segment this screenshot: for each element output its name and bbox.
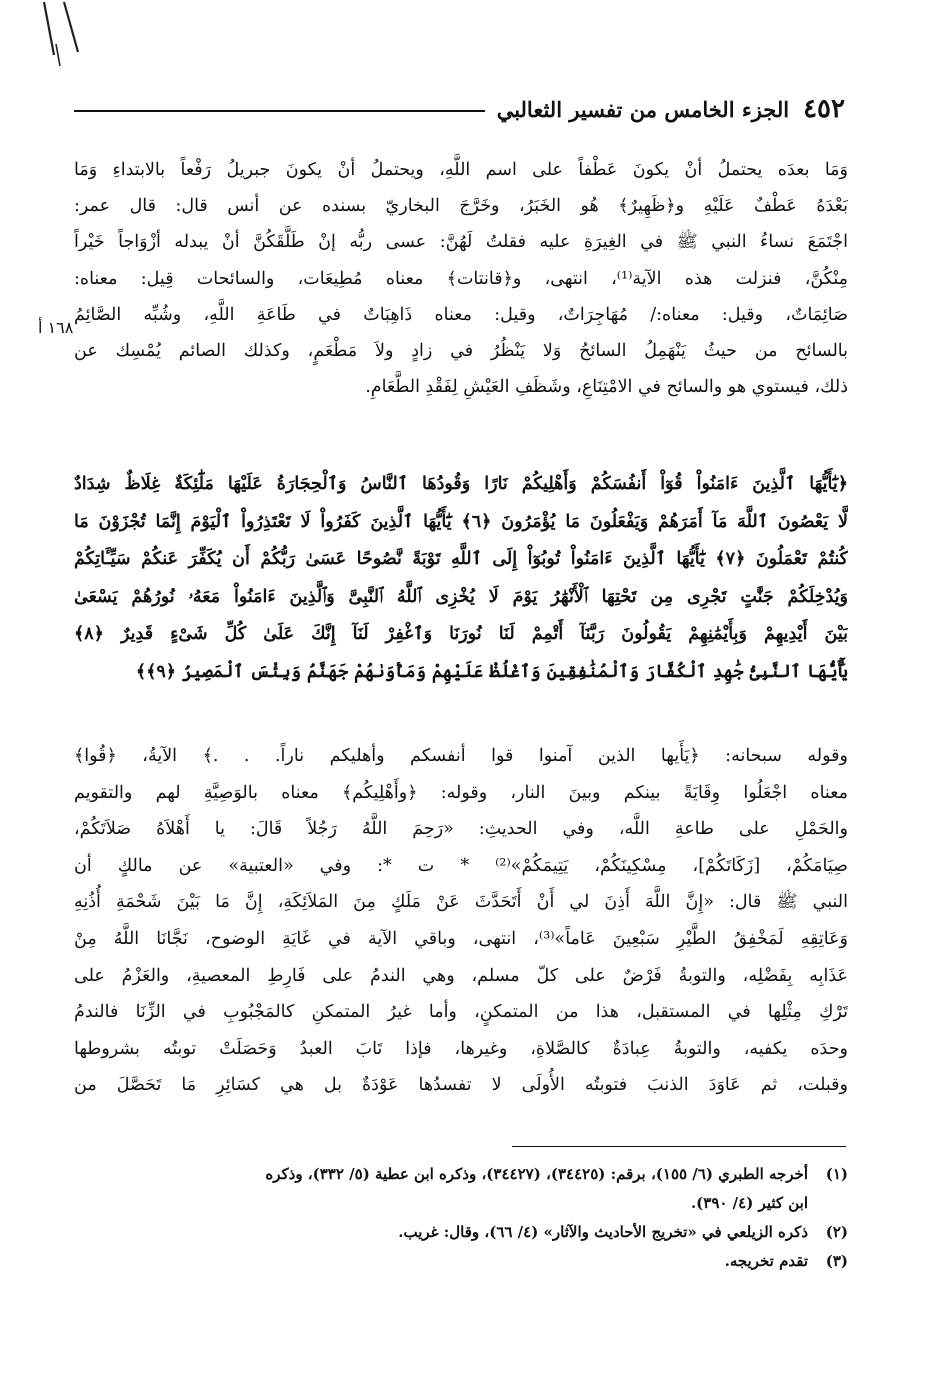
header-rule bbox=[74, 110, 485, 112]
quran-verses-block bbox=[74, 466, 848, 691]
text-line: وقبلت، ثم عَاوَدَ الذنبَ فتوبتُه الأُولَى لا تفسدُها عَوْدَةٌ بل هي كسَائِرِ مَا تَحَصَّلَ من bbox=[74, 1075, 848, 1096]
verse-line: بَيْنَ أَيْدِيهِمْ وَبِأَيْمَٰنِهِمْ يَقُولُونَ رَبَّنَآ أَتْمِمْ لَنَا نُورَنَا وَٱغْفِرْ لَنَآ إِنَّكَ عَلَىٰ كُلِّ شَىْءٍ قَدِيرٌ ﴿٨﴾ bbox=[74, 624, 848, 644]
text-line: وَمَا بعدَه يحتملُ أنْ يكونَ عَطْفاً على اسم اللَّهِ، ويحتملُ أنْ يكونَ جبريلُ رَفْعاً بالابتداءِ وَمَا bbox=[74, 160, 848, 180]
footnote-line: ذكره الزيلعي في «تخريج الأحاديث والآثار» (٤/ ٦٦)، وقال: غريب. bbox=[398, 1223, 808, 1241]
text-line: وَعَاتِقِهِ لَمَخْفِقُ الطَّيْرِ سَبْعِينَ عَاماً»⁽³⁾، انتهى، وباقي الآية في غَايَةِ الوضوح، نَجَّانَا اللَّهُ مِنْ bbox=[74, 928, 848, 949]
footnote-number: (٢) bbox=[825, 1223, 848, 1241]
footnote-text bbox=[74, 1218, 808, 1247]
footnotes bbox=[74, 1160, 848, 1276]
commentary-paragraph-2 bbox=[74, 738, 848, 1104]
verse-line: كُنتُمْ تَعْمَلُونَ ﴿٧﴾ يَٰٓأَيُّهَا ٱلَّذِينَ ءَامَنُواْ تُوبُوٓاْ إِلَى ٱللَّهِ تَوْبَةً نَّصُوحًا عَسَىٰ رَبُّكُمْ أَن يُكَفِّرَ عَنكُمْ سَيِّـَٔاتِكُمْ bbox=[74, 549, 848, 569]
footnote-line: ابن كثير (٤/ ٣٩٠). bbox=[690, 1194, 808, 1212]
text-line: بَعْدَهُ عَطْفٌ عَلَيْهِ و﴿ظَهِيرٌ﴾ هُو الخَبَرُ، وخَرَّجَ البخاريّ بسنده عن أنس قال: قال عمر: bbox=[74, 196, 848, 217]
verse-line: وَيُدْخِلَكُمْ جَنَّٰتٍ تَجْرِى مِن تَحْتِهَا ٱلْأَنْهَٰرُ يَوْمَ لَا يُخْزِى ٱللَّهُ ٱلنَّبِىَّ وَٱلَّذِينَ ءَامَنُواْ مَعَهُۥ نُورُهُمْ يَسْعَىٰ bbox=[74, 586, 848, 607]
footnote-line: تقدم تخريجه. bbox=[724, 1252, 808, 1270]
scan-mark-lines bbox=[20, 0, 100, 80]
footnote bbox=[74, 1247, 848, 1276]
text-line: وقوله سبحانه: ﴿يَأَيها الذين آمنوا قوا أنفسكم وأهليكم ناراً. . .﴾ الآيةُ، ﴿قُوا﴾ bbox=[74, 746, 848, 766]
running-header bbox=[74, 94, 845, 124]
footnote-number: (١) bbox=[825, 1165, 848, 1183]
text-line: عَذَابِه بِفَضْلِه، والتوبةُ فَرْضٌ على كلّ مسلم، وهي الندمُ على فَارِطِ المعصيةِ، والعَزْمُ على bbox=[74, 965, 848, 986]
text-line: والحَمْلِ على طاعةِ اللَّه، وفي الحديثِ: «رَحِمَ اللَّهُ رَجُلاً قَالَ: يا أَهْلاَهُ صَلاَتَكُمْ، bbox=[74, 819, 848, 840]
footnote bbox=[74, 1160, 848, 1218]
footnote-separator bbox=[512, 1146, 846, 1147]
footnote-text bbox=[74, 1247, 808, 1276]
text-line: وحدَه يكفيه، والتوبةُ عِبادَةٌ كالصَّلاةِ، وغيرها، فإذا تَابَ العبدُ وَحَصَلَتْ توبتُه بشروطها bbox=[74, 1038, 848, 1059]
text-line: صِيَامَكُمْ، [زَكَاتَكُمْ]، مِسْكِينَكُمْ، يَتِيمَكُمْ»⁽²⁾ * ت *: وفي «العتبية» عن مالكٍ أن bbox=[74, 855, 848, 876]
footnote-text bbox=[74, 1160, 808, 1218]
manuscript-folio-marker: ١٦٨ أ bbox=[38, 318, 74, 337]
text-line: تَرْكِ مِثْلِها في المستقبل، هذا من المتمكنٍ، وأما غيرُ المتمكنِ كالمَجْبُوبِ في الزِّنَا فالندمُ bbox=[74, 1002, 848, 1023]
text-line: اجْتَمَعَ نساءُ النبي ﷺ في الغِيرَةِ عليه فقلتُ لَهُنَّ: عسى ربُّه إنْ طَلَّقَكُنَّ أنْ يبدله أزْوَاجاً خَيْراً bbox=[74, 232, 848, 253]
text-line: النبي ﷺ قال: «إِنَّ اللَّهَ أَذِنَ لي أَنْ أَتَحَدَّثَ عَنْ مَلَكٍ مِنَ المَلاَئِكَةِ، إِنَّ مَا بَيْنَ شَحْمَةِ أُذُنِهِ bbox=[74, 892, 848, 913]
text-line: ذلك، فيستوي هو والسائح في الامْتِنَاعِ، وشَظَفِ العَيْشِ لِفَقْدِ الطَّعَامِ. bbox=[365, 377, 848, 398]
footnote-number: (٣) bbox=[825, 1252, 848, 1270]
text-line: صَائِمَاتٌ، وقيل: معناه:/ مُهَاجِرَاتٌ، وقيل: معناه ذَاهِبَاتٌ في طَاعَةِ اللَّهِ، وشُبِّه الصَّائِمُ bbox=[74, 304, 848, 325]
verse-line: ﴿يَٰٓأَيُّهَا ٱلَّذِينَ ءَامَنُواْ قُوٓاْ أَنفُسَكُمْ وَأَهْلِيكُمْ نَارًا وَقُودُهَا ٱلنَّاسُ وَٱلْحِجَارَةُ عَلَيْهَا مَلَٰٓئِكَةٌ غِلَاظٌ شِدَادٌ bbox=[74, 474, 848, 494]
page-number: ٤٥٢ bbox=[803, 94, 845, 124]
text-line: بالسائح من حيثُ يَنْهَمِلُ السائحُ وَلا يَنْظُرُ في زادٍ ولاَ مَطْعَمٍ، وكذلك الصائم يُمْسِك عن bbox=[74, 340, 848, 361]
footnote-line: أخرجه الطبري (٦/ ١٥٥)، برقم: (٣٤٤٢٥)، (٣٤٤٢٧)، وذكره ابن عطية (٥/ ٣٣٢)، وذكره bbox=[265, 1165, 808, 1183]
text-line: معناه اجْعَلُوا وِقَايَةً بينكم وبينَ النار، وقوله: ﴿وأَهْلِيكُم﴾ معناه بالوَصِيَّةِ لهم والتقويم bbox=[74, 782, 848, 803]
verse-line: لَّا يَعْصُونَ ٱللَّهَ مَآ أَمَرَهُمْ وَيَفْعَلُونَ مَا يُؤْمَرُونَ ﴿٦﴾ يَٰٓأَيُّهَا ٱلَّذِينَ كَفَرُواْ لَا تَعْتَذِرُواْ ٱلْيَوْمَ إِنَّمَا تُجْزَوْنَ مَا bbox=[74, 511, 848, 532]
commentary-paragraph-1 bbox=[74, 152, 848, 405]
verse-line: يَٰٓأَيُّهَا ٱلنَّبِىُّ جَٰهِدِ ٱلْكُفَّارَ وَٱلْمُنَٰفِقِينَ وَٱغْلُظْ عَلَيْهِمْ وَمَأْوَىٰهُمْ جَهَنَّمُ وَبِئْسَ ٱلْمَصِيرُ ﴿٩﴾﴾ bbox=[135, 661, 848, 682]
running-title: الجزء الخامس من تفسير الثعالبي bbox=[496, 96, 790, 122]
footnote bbox=[74, 1218, 848, 1247]
text-line: مِنْكُنَّ، فنزلت هذه الآية⁽¹⁾، انتهى، و﴿قانتات﴾ معناه مُطِيعَات، والسائحات قِيل: معناه: bbox=[74, 268, 848, 289]
